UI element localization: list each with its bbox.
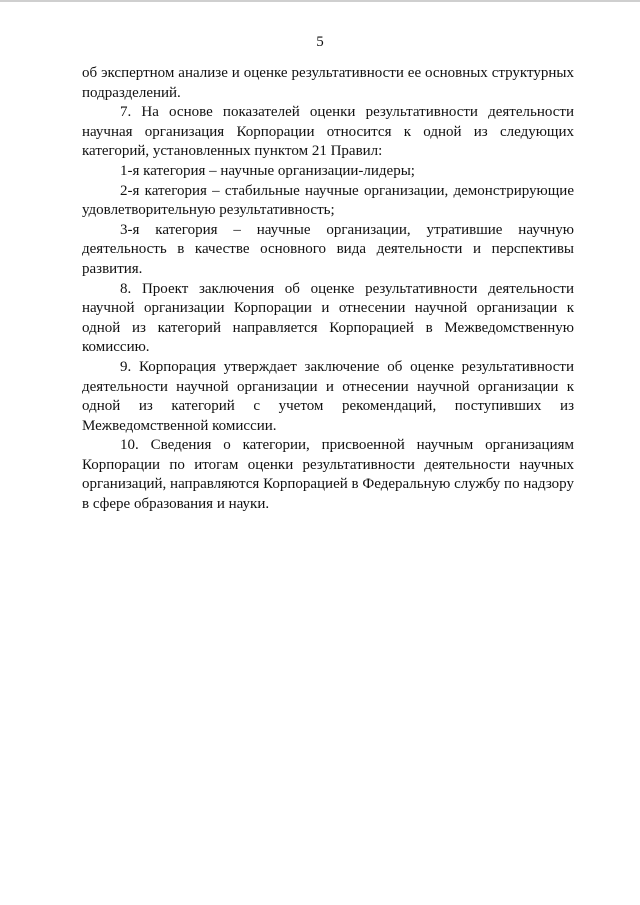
paragraph-continuation: об экспертном анализе и оценке результативности ее основных структурных подразделений. [82, 65, 574, 101]
scan-edge-line [0, 0, 640, 2]
paragraph-item-10: 10. Сведения о категории, присвоенной научным организациям Корпорации по итогам оценки результативности деятельности научных организаций, направляются Корпорацией в Федеральную службу по надзору в сфере образования и науки. [82, 437, 574, 513]
category-1: 1-я категория – научные организации-лидеры; [120, 162, 415, 179]
category-3: 3-я категория – научные организации, утратившие научную деятельность в качестве основного вида деятельности и перспективы развития. [82, 221, 574, 277]
category-2: 2-я категория – стабильные научные организации, демонстрирующие удовлетворительную результативность; [82, 182, 574, 219]
document-body [82, 64, 574, 515]
paragraph-item-8: 8. Проект заключения об оценке результативности деятельности научной организации Корпорации и отнесении научной организации к одной из категорий направляется Корпорацией в Межведомственную комиссию. [82, 280, 574, 356]
page-number: 5 [316, 34, 324, 50]
paragraph-item-9: 9. Корпорация утверждает заключение об оценке результативности деятельности научной организации и отнесении научной организации к одной из категорий с учетом рекомендаций, поступивших из Межведомственной комиссии. [82, 358, 574, 434]
paragraph-item-7: 7. На основе показателей оценки результативности деятельности научная организация Корпорации относится к одной из следующих категорий, установленных пунктом 21 Правил: [82, 104, 574, 160]
